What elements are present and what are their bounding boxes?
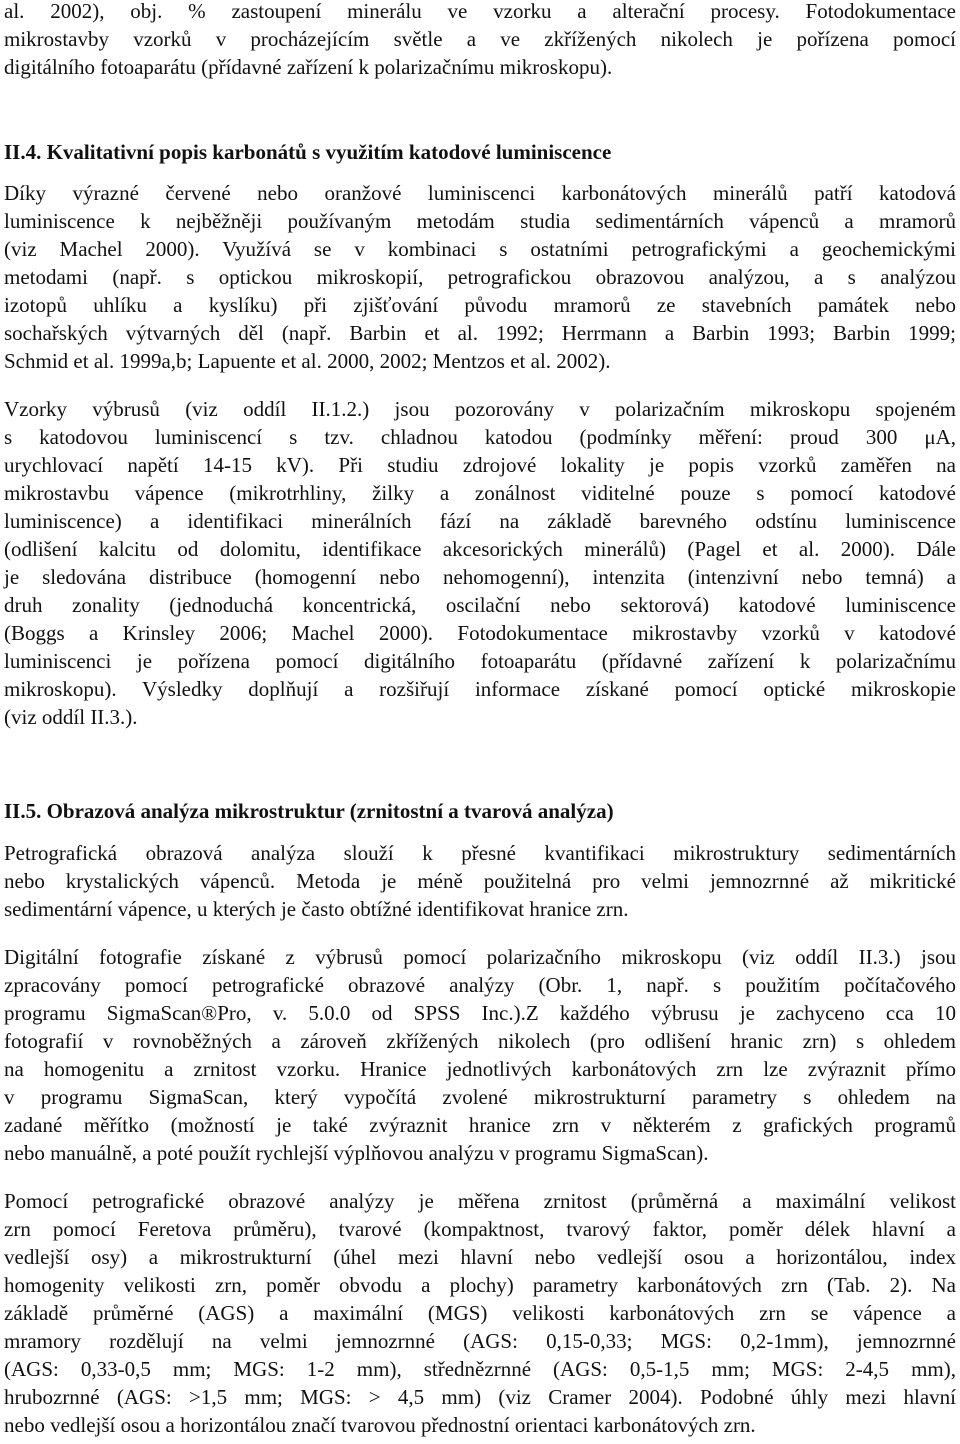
text-line: Díky výrazné červené nebo oranžové luminiscenci karbonátových minerálů patří katodová [4, 181, 956, 205]
text-line: (odlišení kalcitu od dolomitu, identifikace akcesorických minerálů) (Pagel et al. 2000). Dále [4, 537, 956, 561]
text-line: s katodovou luminiscencí s tzv. chladnou katodou (podmínky měření: proud 300 μA, [4, 425, 956, 449]
text-line: fotografií v rovnoběžných a zároveň zkřížených nikolech (pro odlišení hranic zrn) s ohledem [4, 1029, 956, 1053]
text-line: (Boggs a Krinsley 2006; Machel 2000). Fotodokumentace mikrostavby vzorků v katodové [4, 621, 956, 645]
text-line: digitálního fotoaparátu (přídavné zařízení k polarizačnímu mikroskopu). [4, 55, 613, 79]
text-line: Petrografická obrazová analýza slouží k přesné kvantifikaci mikrostruktury sedimentárních [4, 841, 956, 865]
section-4-heading: II.4. Kvalitativní popis karbonátů s využitím katodové luminiscence [4, 140, 612, 164]
text-line: (viz oddíl II.3.). [4, 705, 138, 729]
text-line: homogenity velikosti zrn, poměr obvodu a plochy) parametry karbonátových zrn (Tab. 2). Na [4, 1273, 956, 1297]
text-line: v programu SigmaScan, který vypočítá zvolené mikrostrukturní parametry s ohledem na [4, 1085, 956, 1109]
text-line: nebo vedlejší osou a horizontálou značí tvarovou přednostní orientaci karbonátových zrn. [4, 1413, 756, 1437]
text-line: sedimentární vápence, u kterých je často obtížné identifikovat hranice zrn. [4, 897, 629, 921]
text-line: programu SigmaScan®Pro, v. 5.0.0 od SPSS Inc.).Z každého výbrusu je zachyceno cca 10 [4, 1001, 956, 1025]
text-line: sochařských výtvarných děl (např. Barbin et al. 1992; Herrmann a Barbin 1993; Barbin 1999; [4, 321, 956, 345]
text-line: hrubozrnné (AGS: >1,5 mm; MGS: > 4,5 mm) (viz Cramer 2004). Podobné úhly mezi hlavní [4, 1385, 956, 1409]
text-line: nebo manuálně, a poté použít rychlejší výplňovou analýzu v programu SigmaScan). [4, 1141, 709, 1165]
text-line: metodami (např. s optickou mikroskopií, petrografickou obrazovou analýzou, a s analýzou [4, 265, 956, 289]
text-line: druh zonality (jednoduchá koncentrická, oscilační nebo sektorová) katodové luminiscence [4, 593, 956, 617]
text-line: mikroskopu). Výsledky doplňují a rozšiřují informace získané pomocí optické mikroskopie [4, 677, 956, 701]
text-line: (AGS: 0,33-0,5 mm; MGS: 1-2 mm), střednězrnné (AGS: 0,5-1,5 mm; MGS: 2-4,5 mm), [4, 1357, 956, 1381]
text-line: Schmid et al. 1999a,b; Lapuente et al. 2000, 2002; Mentzos et al. 2002). [4, 349, 611, 373]
text-line: luminiscenci je pořízena pomocí digitálního fotoaparátu (přídavné zařízení k polarizačnímu [4, 649, 956, 673]
text-line: mikrostavbu vápence (mikrotrhliny, žilky a zonálnost viditelné pouze s pomocí katodové [4, 481, 956, 505]
text-line: Pomocí petrografické obrazové analýzy je měřena zrnitost (průměrná a maximální velikost [4, 1189, 956, 1213]
text-line: na homogenitu a zrnitost vzorku. Hranice jednotlivých karbonátových zrn lze zvýraznit přímo [4, 1057, 956, 1081]
text-line: mramory rozdělují na velmi jemnozrnné (AGS: 0,15-0,33; MGS: 0,2-1mm), jemnozrnné [4, 1329, 956, 1353]
text-line: luminiscence k nejběžněji používaným metodám studia sedimentárních vápenců a mramorů [4, 209, 956, 233]
text-line: základě průměrné (AGS) a maximální (MGS) velikosti karbonátových zrn se vápence a [4, 1301, 956, 1325]
section-5-heading: II.5. Obrazová analýza mikrostruktur (zrnitostní a tvarová analýza) [4, 799, 614, 823]
text-line: (viz Machel 2000). Využívá se v kombinaci s ostatními petrografickými a geochemickými [4, 237, 956, 261]
text-line: luminiscence) a identifikaci minerálních fází na základě barevného odstínu luminiscence [4, 509, 956, 533]
text-line: mikrostavby vzorků v procházejícím světle a ve zkřížených nikolech je pořízena pomocí [4, 27, 956, 51]
text-line: zrn pomocí Feretova průměru), tvarové (kompaktnost, tvarový faktor, poměr délek hlavní a [4, 1217, 956, 1241]
text-line: urychlovací napětí 14-15 kV). Při studiu zdrojové lokality je popis vzorků zaměřen na [4, 453, 956, 477]
text-line: je sledována distribuce (homogenní nebo nehomogenní), intenzita (intenzivní nebo temná) a [4, 565, 956, 589]
text-line: izotopů uhlíku a kyslíku) při zjišťování původu mramorů ze stavebních památek nebo [4, 293, 956, 317]
text-line: vedlejší osy) a mikrostrukturní (úhel mezi hlavní nebo vedlejší osou a horizontálou, index [4, 1245, 956, 1269]
text-line: zpracovány pomocí petrografické obrazové analýzy (Obr. 1, např. s použitím počítačového [4, 973, 956, 997]
text-line: Digitální fotografie získané z výbrusů pomocí polarizačního mikroskopu (viz oddíl II.3.) jsou [4, 945, 956, 969]
text-line: zadané měřítko (možností je také zvýraznit hranice zrn v některém z grafických programů [4, 1113, 956, 1137]
text-line: Vzorky výbrusů (viz oddíl II.1.2.) jsou pozorovány v polarizačním mikroskopu spojeném [4, 397, 956, 421]
text-line: nebo krystalických vápenců. Metoda je méně použitelná pro velmi jemnozrnné až mikritické [4, 869, 956, 893]
text-line: al. 2002), obj. % zastoupení minerálu ve vzorku a alterační procesy. Fotodokumentace [4, 0, 956, 23]
